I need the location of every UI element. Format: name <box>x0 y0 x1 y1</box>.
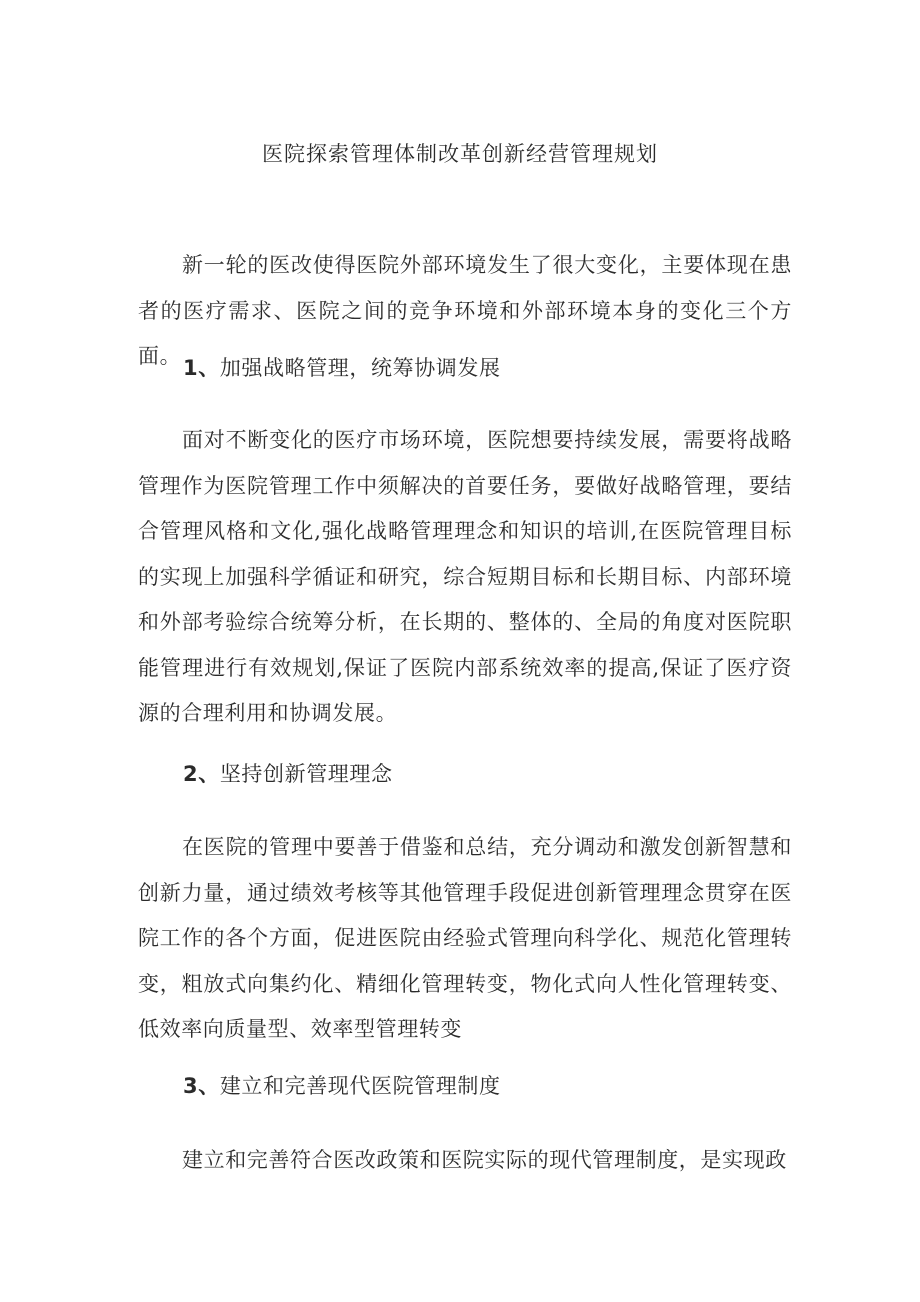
section-heading-text: 加强战略管理，统筹协调发展 <box>219 356 501 380</box>
section-1-heading <box>183 352 783 384</box>
section-number: 1、 <box>183 356 220 380</box>
section-heading-text: 建立和完善现代医院管理制度 <box>219 1074 501 1098</box>
section-number: 2、 <box>183 762 220 786</box>
document-title: 医院探索管理体制改革创新经营管理规划 <box>262 142 658 166</box>
section-number: 3、 <box>183 1074 220 1098</box>
section-3-heading <box>183 1070 783 1102</box>
section-2-body: 在医院的管理中要善于借鉴和总结，充分调动和激发创新智慧和创新力量，通过绩效考核等其他管理手段促进创新管理理念贯穿在医院工作的各个方面，促进医院由经验式管理向科学化、规范化管理转变，粗放式向集约化、精细化管理转变，物化式向人性化管理转变、低效率向质量型、效率型管理转变 <box>138 835 792 1041</box>
section-1-body: 面对不断变化的医疗市场环境，医院想要持续发展，需要将战略管理作为医院管理工作中须解决的首要任务，要做好战略管理，要结合管理风格和文化,强化战略管理理念和知识的培训,在医院管理目标的实现上加强科学循证和研究，综合短期目标和长期目标、内部环境和外部考验综合统筹分析，在长期的、整体的、全局的角度对医院职能管理进行有效规划,保证了医院内部系统效率的提高,保证了医疗资源的合理利用和协调发展。 <box>138 428 792 725</box>
intro-paragraph: 新一轮的医改使得医院外部环境发生了很大变化，主要体现在患者的医疗需求、医院之间的竞争环境和外部环境本身的变化三个方面。 <box>138 253 792 368</box>
section-2-heading <box>183 758 783 790</box>
section-3-body: 建立和完善符合医改政策和医院实际的现代管理制度，是实现政 <box>182 1148 787 1172</box>
section-heading-text: 坚持创新管理理念 <box>219 762 393 786</box>
